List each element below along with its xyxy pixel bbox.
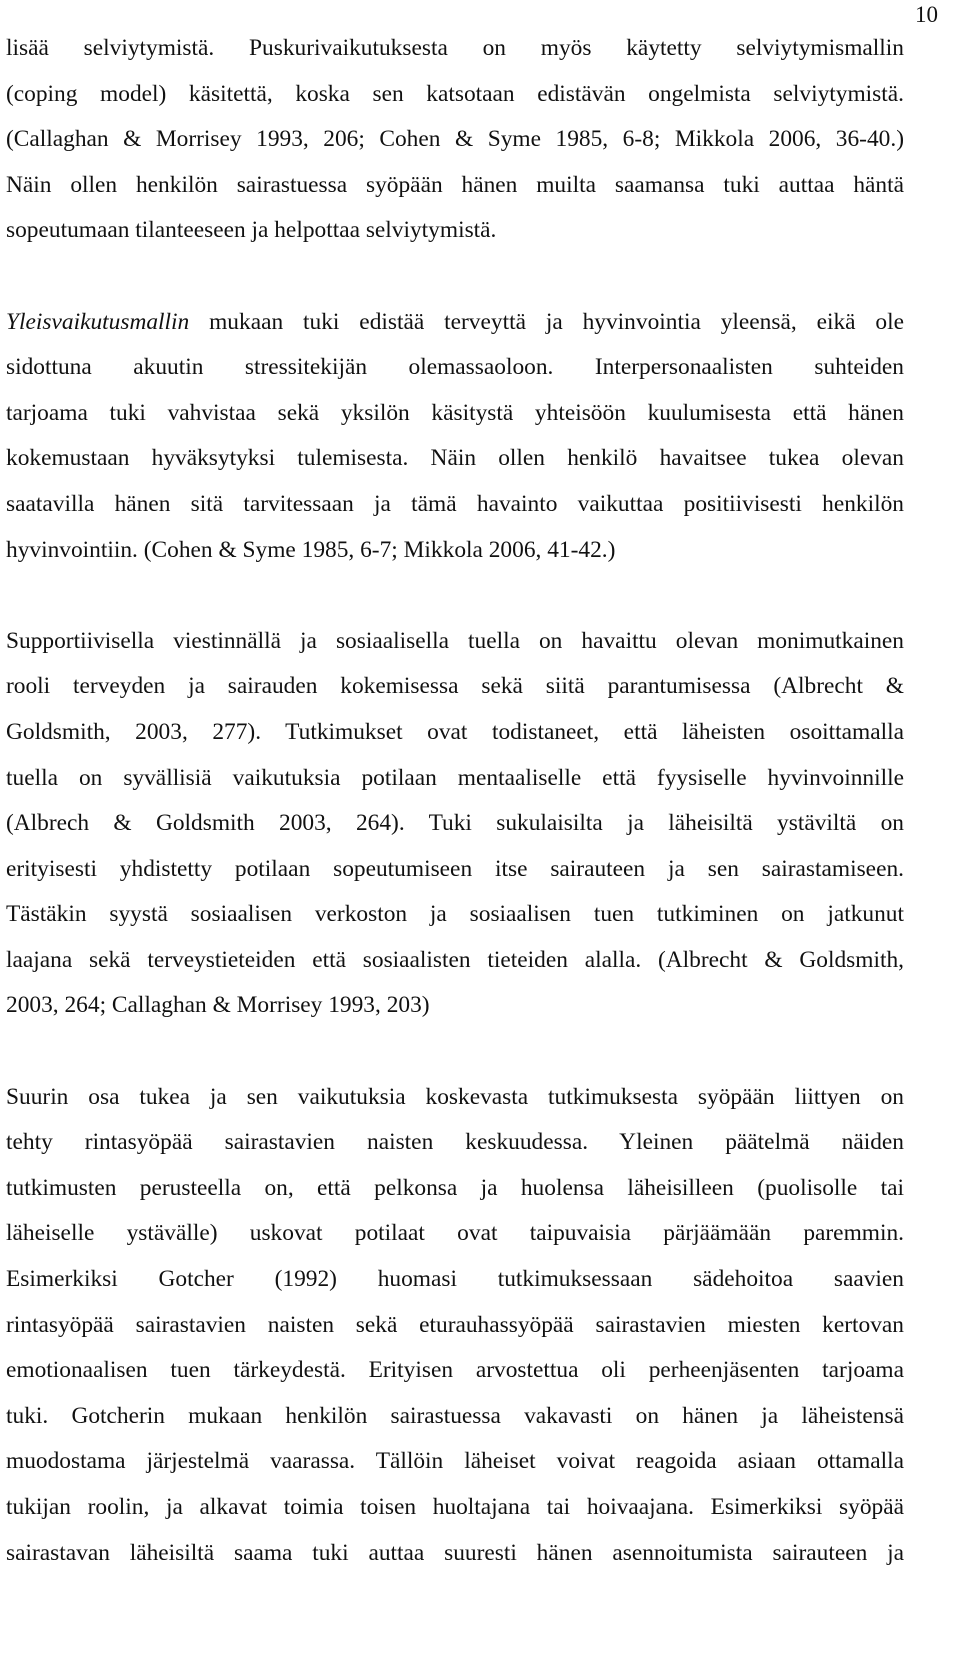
- text-line: 2003, 264; Callaghan & Morrisey 1993, 203): [6, 992, 430, 1019]
- text-line: (Callaghan & Morrisey 1993, 206; Cohen & Syme 1985, 6-8; Mikkola 2006, 36-40.): [6, 126, 904, 153]
- text-line: läheiselle ystävälle) uskovat potilaat ovat taipuvaisia pärjäämään paremmin.: [6, 1220, 904, 1247]
- text-line: Suurin osa tukea ja sen vaikutuksia koskevasta tutkimuksesta syöpään liittyen on: [6, 1083, 904, 1110]
- text-line: hyvinvointiin. (Cohen & Syme 1985, 6-7; Mikkola 2006, 41-42.): [6, 536, 616, 563]
- text-line: tuki. Gotcherin mukaan henkilön sairastuessa vakavasti on hänen ja läheistensä: [6, 1402, 904, 1429]
- text-line: (Albrech & Goldsmith 2003, 264). Tuki sukulaisilta ja läheisiltä ystäviltä on: [6, 810, 904, 837]
- text-line: lisää selviytymistä. Puskurivaikutuksesta on myös käytetty selviytymismallin: [6, 35, 904, 61]
- page-number: 10: [915, 2, 938, 27]
- text-line: Tästäkin syystä sosiaalisen verkoston ja sosiaalisen tuen tutkiminen on jatkunut: [6, 901, 904, 928]
- text-line: tutkimusten perusteella on, että pelkonsa ja huolensa läheisilleen (puolisolle tai: [6, 1174, 904, 1201]
- text-line: tarjoama tuki vahvistaa sekä yksilön käsitystä yhteisöön kuulumisesta että hänen: [6, 399, 904, 426]
- paragraph-buffering-model: [6, 26, 904, 254]
- text-line: sidottuna akuutin stressitekijän olemassaoloon. Interpersonaalisten suhteiden: [6, 354, 904, 381]
- text-line: saatavilla hänen sitä tarvitessaan ja tämä havainto vaikuttaa positiivisesti henkilön: [6, 490, 904, 517]
- paragraph-supportive-communication: [6, 619, 904, 1029]
- text-line: Supportiivisella viestinnällä ja sosiaalisella tuella on havaittu olevan monimutkainen: [6, 627, 904, 654]
- text-line: tukijan roolin, ja alkavat toimia toisen huoltajana tai hoivaajana. Esimerkiksi syöpää: [6, 1494, 904, 1520]
- text-line: erityisesti yhdistetty potilaan sopeutumiseen itse sairauteen ja sen sairastamiseen.: [6, 855, 904, 882]
- text-line: laajana sekä terveystieteiden että sosiaalisten tieteiden alalla. (Albrecht & Goldsmith,: [6, 946, 904, 973]
- paragraph-cancer-support-research: [6, 1075, 904, 1577]
- text-line: kokemustaan hyväksytyksi tulemisesta. Näin ollen henkilö havaitsee tukea olevan: [6, 445, 904, 472]
- document-body: [6, 26, 904, 1576]
- text-line: muodostama järjestelmä vaarassa. Tällöin läheiset voivat reagoida asiaan ottamalla: [6, 1448, 904, 1475]
- text-line: Näin ollen henkilön sairastuessa syöpään hänen muilta saamansa tuki auttaa häntä: [6, 171, 904, 198]
- text-line: tehty rintasyöpää sairastavien naisten keskuudessa. Yleinen päätelmä näiden: [6, 1129, 904, 1156]
- text-line: Esimerkiksi Gotcher (1992) huomasi tutkimuksessaan sädehoitoa saavien: [6, 1266, 904, 1293]
- text-line: sopeutumaan tilanteeseen ja helpottaa selviytymistä.: [6, 217, 497, 244]
- text-line: Goldsmith, 2003, 277). Tutkimukset ovat todistaneet, että läheisten osoittamalla: [6, 718, 904, 745]
- text-line: sairastavan läheisiltä saama tuki auttaa suuresti hänen asennoitumista sairauteen ja: [6, 1539, 904, 1566]
- paragraph-general-effect-model: [6, 300, 904, 574]
- text-fragment: mukaan tuki edistää terveyttä ja hyvinvointia yleensä, eikä ole: [189, 308, 904, 335]
- text-line: [6, 300, 904, 346]
- text-line: tuella on syvällisiä vaikutuksia potilaan mentaaliselle että fyysiselle hyvinvoinnille: [6, 764, 904, 791]
- text-line: (coping model) käsitettä, koska sen katsotaan edistävän ongelmista selviytymistä.: [6, 80, 904, 107]
- text-line: emotionaalisen tuen tärkeydestä. Erityisen arvostettua oli perheenjäsenten tarjoama: [6, 1357, 904, 1384]
- italic-term: Yleisvaikutusmallin: [6, 308, 190, 335]
- text-line: rooli terveyden ja sairauden kokemisessa sekä siitä parantumisessa (Albrecht &: [6, 673, 904, 700]
- text-line: rintasyöpää sairastavien naisten sekä eturauhassyöpää sairastavien miesten kertovan: [6, 1311, 904, 1338]
